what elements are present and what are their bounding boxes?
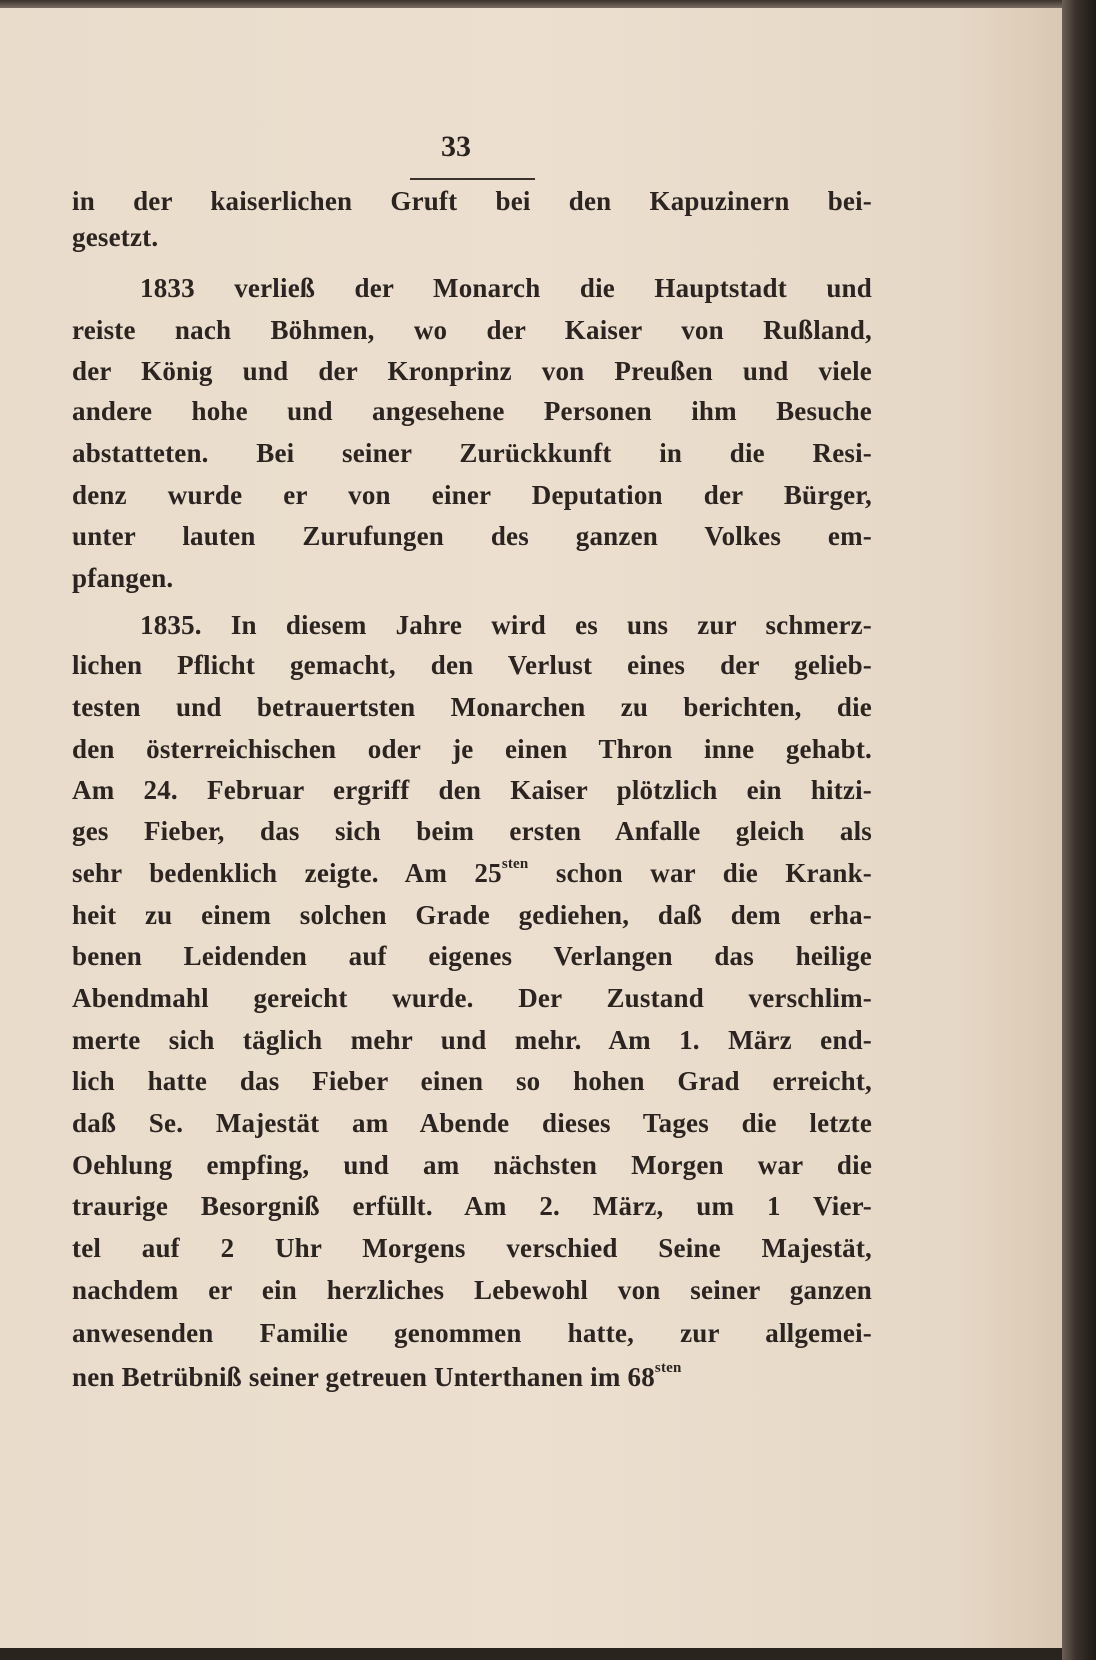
text-line-main: unter lauten Zurufungen des ganzen Volkes em- <box>72 521 872 551</box>
text-line-main: ges Fieber, das sich beim ersten Anfalle gleich als <box>72 816 872 846</box>
text-line-main: traurige Besorgniß erfüllt. Am 2. März, um 1 Vier- <box>72 1191 872 1221</box>
text-line <box>72 610 872 641</box>
text-line <box>72 1191 872 1222</box>
text-line <box>72 356 872 387</box>
text-line <box>72 1150 872 1181</box>
text-line-main: merte sich täglich mehr und mehr. Am 1. März end- <box>72 1025 872 1055</box>
text-line <box>72 273 872 304</box>
text-line <box>72 1066 872 1097</box>
text-line <box>72 222 872 253</box>
text-line-main: testen und betrauertsten Monarchen zu berichten, die <box>72 692 872 722</box>
text-line-main: benen Leidenden auf eigenes Verlangen das heilige <box>72 941 872 971</box>
text-line <box>72 563 872 594</box>
text-line <box>72 983 872 1014</box>
text-line <box>72 1318 872 1349</box>
page-number-text: 33 <box>441 130 471 163</box>
text-line <box>72 1275 872 1306</box>
page-number <box>0 130 1062 164</box>
text-line-main: reiste nach Böhmen, wo der Kaiser von Rußland, <box>72 315 872 345</box>
text-line-main: der König und der Kronprinz von Preußen und viele <box>72 356 872 386</box>
text-line <box>72 816 872 847</box>
text-line <box>72 438 872 469</box>
text-line-main: Oehlung empfing, und am nächsten Morgen war die <box>72 1150 872 1180</box>
text-line <box>72 734 872 765</box>
text-line <box>72 1233 872 1264</box>
text-line-main: daß Se. Majestät am Abende dieses Tages die letzte <box>72 1108 872 1138</box>
text-line-main: nachdem er ein herzliches Lebewohl von seiner ganzen <box>72 1275 872 1305</box>
text-line <box>72 1025 872 1056</box>
text-line-main: 1833 verließ der Monarch die Hauptstadt und <box>140 273 872 303</box>
text-line <box>72 480 872 511</box>
text-line-main: denz wurde er von einer Deputation der Bürger, <box>72 480 872 510</box>
text-line <box>72 1362 872 1393</box>
text-line-main: in der kaiserlichen Gruft bei den Kapuzinern bei- <box>72 186 872 216</box>
text-line-continuation: schon war die Krank- <box>528 858 872 888</box>
text-line-main: sehr bedenklich zeigte. Am 25 <box>72 858 502 888</box>
text-line-main: heit zu einem solchen Grade gediehen, daß dem erha- <box>72 900 872 930</box>
text-line <box>72 650 872 681</box>
text-line <box>72 858 872 889</box>
text-line <box>72 186 872 217</box>
text-line-main: den österreichischen oder je einen Thron inne gehabt. <box>72 734 872 764</box>
text-line-main: abstatteten. Bei seiner Zurückkunft in die Resi- <box>72 438 872 468</box>
text-line <box>72 521 872 552</box>
page-number-rule <box>410 178 535 180</box>
superscript: sten <box>654 1360 682 1376</box>
text-line-main: Abendmahl gereicht wurde. Der Zustand verschlim- <box>72 983 872 1013</box>
book-edge <box>1062 0 1096 1660</box>
text-line <box>72 396 872 427</box>
text-line <box>72 775 872 806</box>
text-line-main: andere hohe und angesehene Personen ihm Besuche <box>72 396 872 426</box>
superscript: sten <box>501 856 529 872</box>
text-line <box>72 1108 872 1139</box>
text-line-main: 1835. In diesem Jahre wird es uns zur schmerz- <box>140 610 872 640</box>
text-line-main: anwesenden Familie genommen hatte, zur allgemei- <box>72 1318 872 1348</box>
text-line-main: Am 24. Februar ergriff den Kaiser plötzlich ein hitzi- <box>72 775 872 805</box>
text-line <box>72 315 872 346</box>
text-line-main: lichen Pflicht gemacht, den Verlust eines der gelieb- <box>72 650 872 680</box>
book-page <box>0 8 1062 1648</box>
text-line <box>72 692 872 723</box>
text-line-main: tel auf 2 Uhr Morgens verschied Seine Majestät, <box>72 1233 872 1263</box>
text-line-main: pfangen. <box>72 563 174 593</box>
text-line <box>72 941 872 972</box>
text-line-main: gesetzt. <box>72 222 159 252</box>
text-line-main: nen Betrübniß seiner getreuen Unterthanen im 68 <box>72 1362 655 1392</box>
text-line <box>72 900 872 931</box>
text-line-main: lich hatte das Fieber einen so hohen Grad erreicht, <box>72 1066 872 1096</box>
